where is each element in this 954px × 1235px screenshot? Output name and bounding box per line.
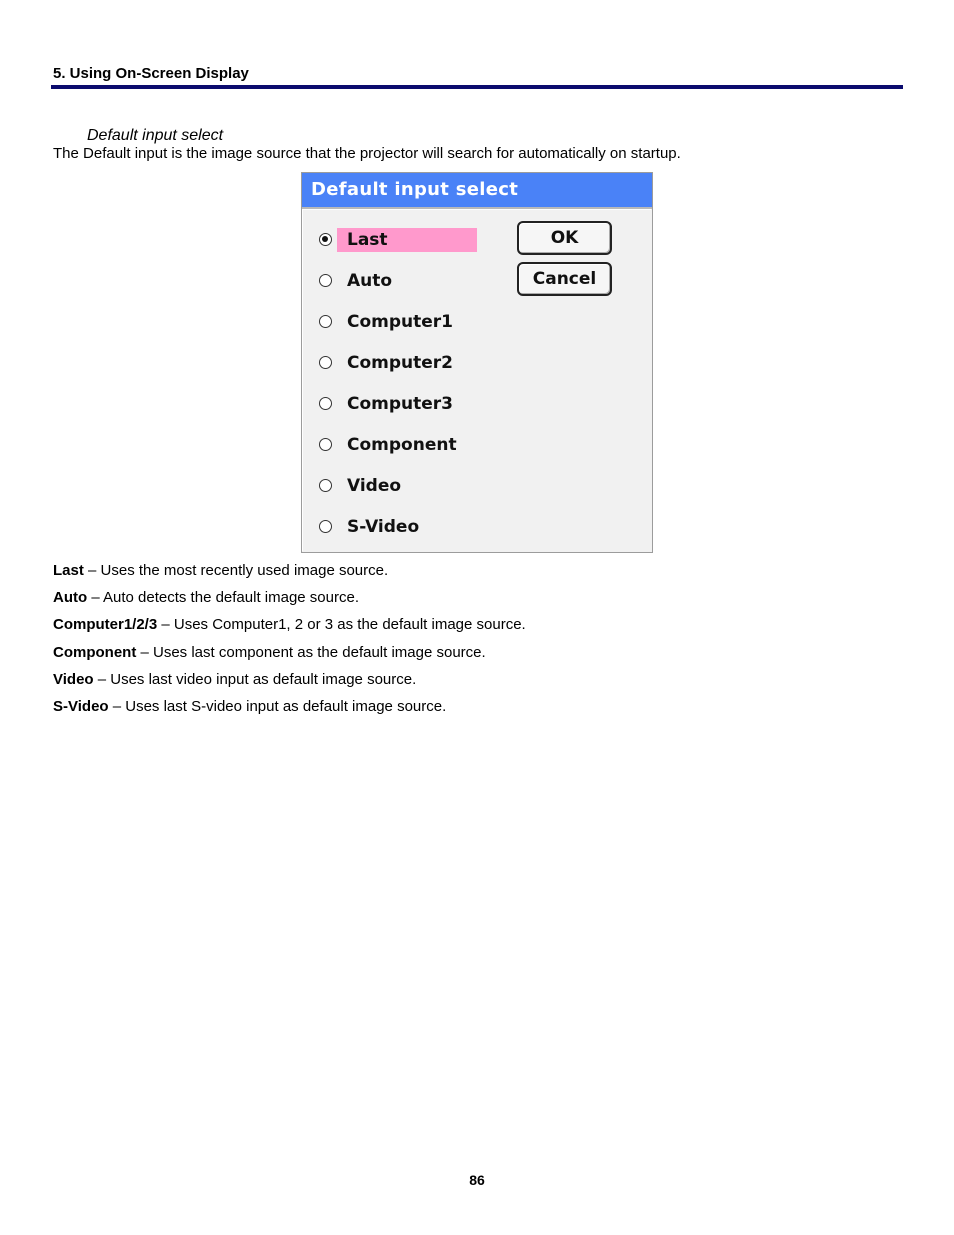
description-computer (53, 616, 526, 634)
section-subtitle: Default input select (87, 127, 224, 144)
intro-paragraph: The Default input is the image source that the projector will search for automatically on startup. (53, 145, 681, 162)
cancel-button[interactable]: Cancel (517, 262, 612, 296)
description-text: – Uses the most recently used image source. (83, 562, 389, 579)
radio-computer1[interactable] (319, 315, 332, 328)
section-header: 5. Using On-Screen Display (53, 65, 249, 82)
radio-last[interactable] (319, 233, 332, 246)
radio-component[interactable] (319, 438, 332, 451)
option-label-component: Component (347, 435, 457, 455)
description-term: Last (53, 562, 84, 579)
description-text: – Uses Computer1, 2 or 3 as the default image source. (157, 616, 526, 633)
description-s-video (53, 698, 446, 716)
radio-auto[interactable] (319, 274, 332, 287)
option-label-video: Video (347, 476, 402, 496)
option-label-auto: Auto (347, 271, 393, 291)
option-label-computer2: Computer2 (347, 353, 454, 373)
page-number: 86 (469, 1172, 485, 1188)
description-term: Auto (53, 589, 88, 606)
dialog-body (302, 209, 651, 551)
description-video (53, 671, 416, 689)
radio-computer2[interactable] (319, 356, 332, 369)
ok-button[interactable]: OK (517, 221, 612, 255)
description-term: Component (53, 644, 137, 661)
option-label-computer3: Computer3 (347, 394, 454, 414)
description-auto (53, 589, 359, 607)
description-text: – Auto detects the default image source. (87, 589, 359, 606)
option-label-s-video: S-Video (347, 517, 420, 537)
default-input-select-dialog (301, 172, 653, 553)
description-text: – Uses last S-video input as default image source. (108, 698, 447, 715)
radio-s-video[interactable] (319, 520, 332, 533)
description-text: – Uses last video input as default image source. (93, 671, 417, 688)
dialog-titlebar (302, 173, 652, 209)
option-label-computer1: Computer1 (347, 312, 454, 332)
radio-computer3[interactable] (319, 397, 332, 410)
description-term: Video (53, 671, 94, 688)
header-rule (51, 85, 903, 89)
description-last (53, 562, 388, 580)
dialog-title: Default input select (311, 179, 519, 200)
description-term: S-Video (53, 698, 109, 715)
description-text: – Uses last component as the default image source. (136, 644, 486, 661)
description-component (53, 644, 486, 662)
description-term: Computer1/2/3 (53, 616, 158, 633)
option-label-last: Last (337, 228, 477, 252)
radio-video[interactable] (319, 479, 332, 492)
